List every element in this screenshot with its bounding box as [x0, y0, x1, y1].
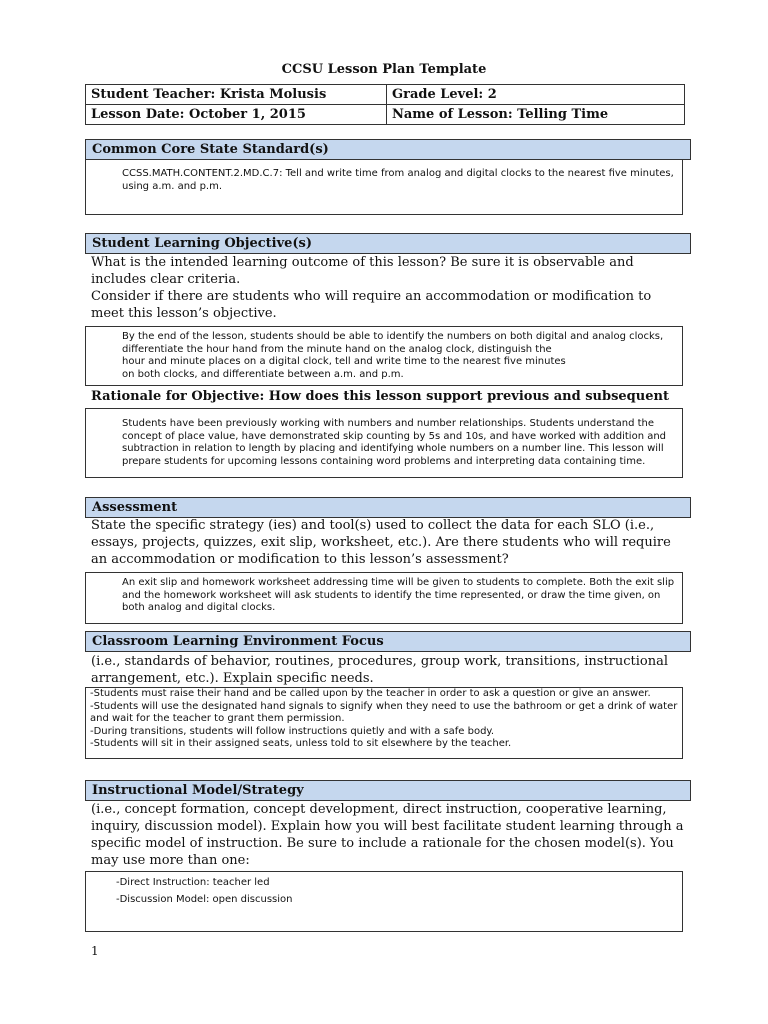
model-prompt: (i.e., concept formation, concept development, direct instruction, cooperative learning, inquiry, discussion model). Explain how you will best facilitate student learning through a specific model of instruction. Be sure to include a rationale for the chosen model(s). You may use more than one:	[91, 802, 684, 868]
objective-line: on both clocks, and differentiate between a.m. and p.m.	[122, 368, 404, 380]
standards-line: CCSS.MATH.CONTENT.2.MD.C.7: Tell and write time from analog and digital clocks to the nearest five minutes,	[122, 168, 674, 179]
model-header: Instructional Model/Strategy	[85, 780, 691, 801]
standards-box	[85, 159, 683, 215]
model-box	[85, 871, 683, 932]
student-teacher-cell: Student Teacher: Krista Molusis	[86, 85, 387, 105]
rationale-line: subtraction in relation to length by placing and identifying whole numbers on a number line. This lesson will	[122, 443, 664, 454]
rationale-header: Rationale for Objective: How does this lesson support previous and subsequent	[91, 389, 669, 404]
environment-prompt: (i.e., standards of behavior, routines, procedures, group work, transitions, instructional arrangement, etc.). Explain specific needs.	[91, 654, 669, 686]
assessment-prompt: State the specific strategy (ies) and tool(s) used to collect the data for each SLO (i.e., essays, projects, quizzes, exit slip, worksheet, etc.). Are there students who will require an accommodation or modification to this lesson’s assessment?	[91, 518, 671, 567]
objective-line: By the end of the lesson, students should be able to identify the numbers on both digital and analog clocks,	[122, 331, 664, 342]
lesson-name-cell: Name of Lesson: Telling Time	[387, 105, 685, 125]
environment-line: -Students must raise their hand and be called upon by the teacher in order to ask a question or give an answer.	[90, 688, 651, 699]
environment-line: -Students will sit in their assigned seats, unless told to sit elsewhere by the teacher.	[90, 738, 512, 749]
model-line: -Discussion Model: open discussion	[116, 894, 293, 905]
model-line: -Direct Instruction: teacher led	[116, 877, 270, 888]
assessment-header: Assessment	[85, 497, 691, 518]
rationale-line: Students have been previously working with numbers and number relationships. Students understand the	[122, 418, 655, 429]
standards-header: Common Core State Standard(s)	[85, 139, 691, 160]
objective-line: differentiate the hour hand from the minute hand on the analog clock, distinguish the	[122, 343, 552, 355]
page-number: 1	[91, 944, 99, 958]
assessment-box	[85, 572, 683, 624]
grade-level-cell: Grade Level: 2	[387, 85, 685, 105]
objective-line: hour and minute places on a digital clock, tell and write time to the nearest five minutes	[122, 356, 566, 367]
rationale-line: prepare students for upcoming lessons containing word problems and interpreting data containing time.	[122, 455, 646, 467]
objective-prompt-text: What is the intended learning outcome of this lesson? Be sure it is observable and includes clear criteria.	[91, 255, 634, 287]
objective-header: Student Learning Objective(s)	[85, 233, 691, 254]
lesson-date-cell: Lesson Date: October 1, 2015	[86, 105, 387, 125]
rationale-line: concept of place value, have demonstrated skip counting by 5s and 10s, and have worked with addition and	[122, 430, 667, 442]
assessment-line: An exit slip and homework worksheet addressing time will be given to students to complete. Both the exit slip	[122, 577, 675, 588]
environment-box	[85, 687, 683, 759]
objective-prompt	[91, 254, 685, 322]
environment-line: -During transitions, students will follow instructions quietly and with a safe body.	[90, 725, 495, 737]
environment-line: -Students will use the designated hand signals to signify when they need to use the bathroom or get a drink of water	[90, 700, 678, 712]
assessment-line: both analog and digital clocks.	[122, 602, 276, 613]
standards-line: using a.m. and p.m.	[122, 180, 223, 192]
environment-line: and wait for the teacher to grant them permission.	[90, 713, 345, 724]
assessment-line: and the homework worksheet will ask students to identify the time represented, or draw the time given, on	[122, 589, 661, 601]
rationale-box	[85, 408, 683, 478]
environment-header: Classroom Learning Environment Focus	[85, 631, 691, 652]
lesson-info-table	[85, 84, 685, 125]
objective-box	[85, 326, 683, 386]
document-title: CCSU Lesson Plan Template	[281, 62, 487, 77]
objective-prompt-text: Consider if there are students who will require an accommodation or modification to meet this lesson’s objective.	[91, 289, 652, 321]
